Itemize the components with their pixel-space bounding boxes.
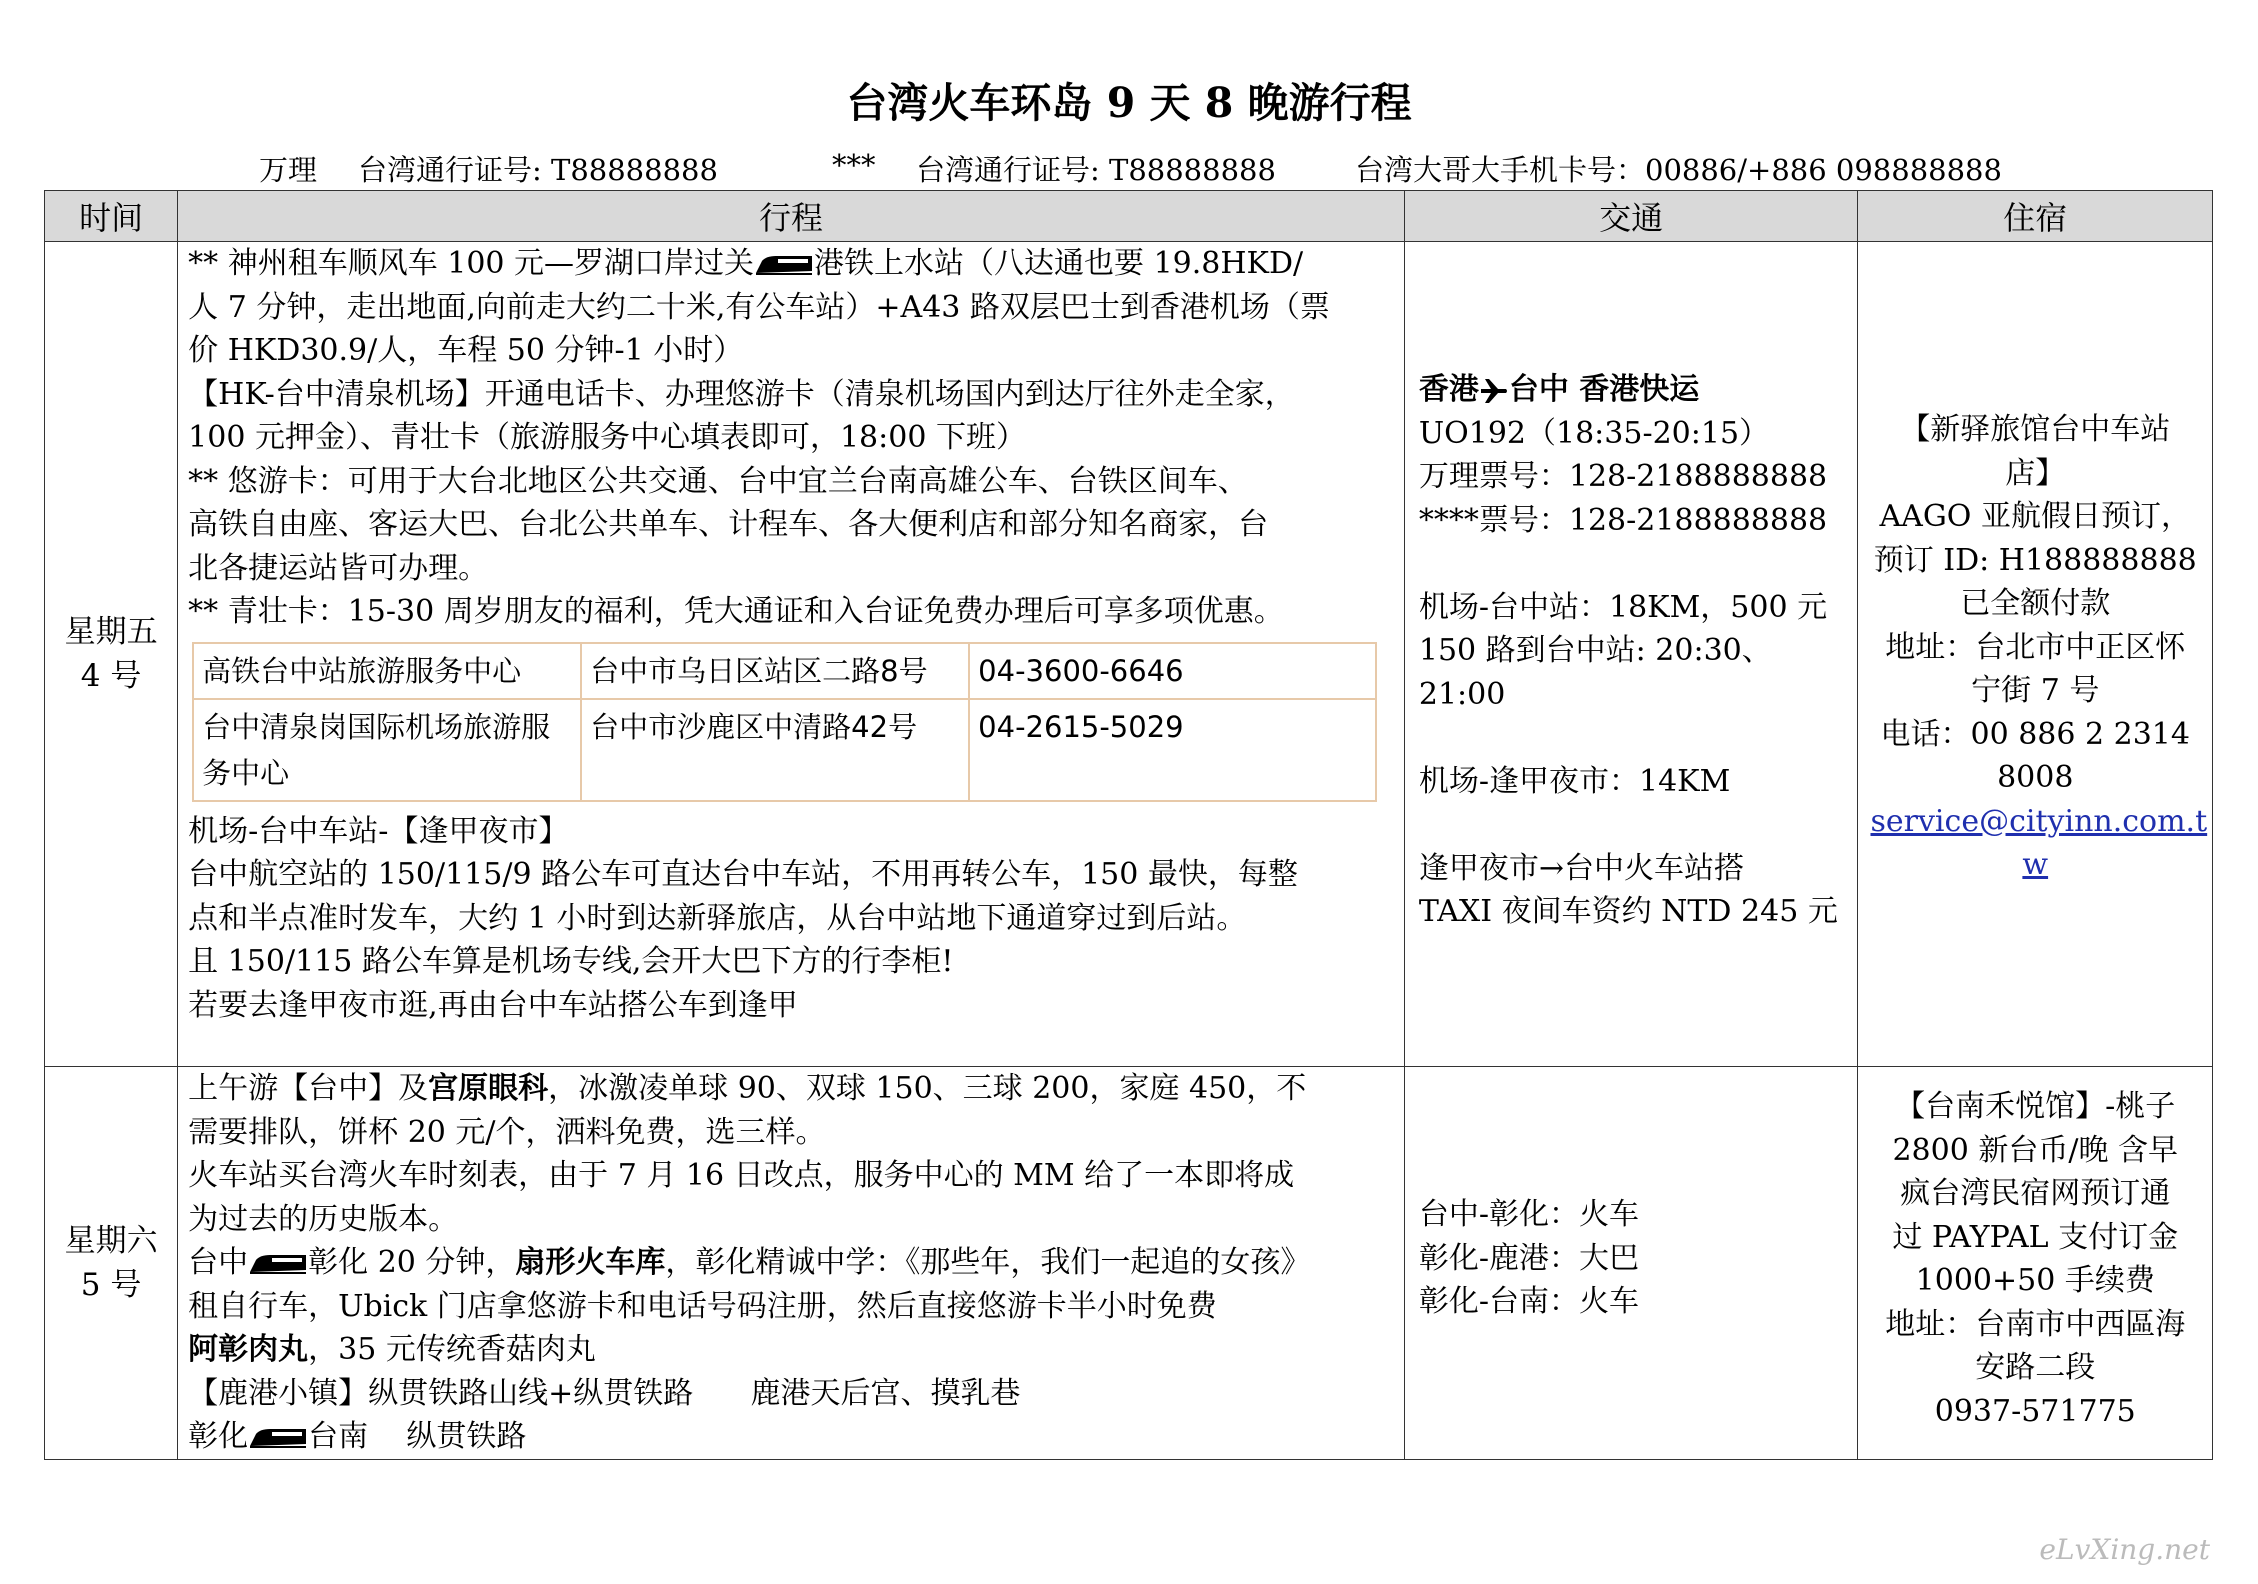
itinerary-text: 高铁自由座、客运大巴、台北公共单车、计程车、各大便利店和部分知名商家，台: [188, 507, 1269, 542]
itinerary-text: 点和半点准时发车，大约 1 小时到达新驿旅店，从台中站地下通道穿过到后站。: [188, 900, 1247, 936]
center-address: 台中市沙鹿区中清路42号: [581, 699, 969, 801]
itinerary-text: 彰化 20 分钟，: [308, 1245, 516, 1280]
flight-number: UO192（18:35-20:15）: [1418, 415, 1770, 451]
itinerary-text: 火车站买台湾火车时刻表，由于 7 月 16 日改点，服务中心的 MM 给了一本即将成: [188, 1158, 1295, 1193]
airplane-icon: [1479, 378, 1509, 404]
place-name: 阿彰肉丸: [188, 1332, 309, 1367]
ticket-number: ****票号：128-2188888888: [1418, 502, 1828, 538]
itinerary-text: 【HK-台中清泉机场】开通电话卡、办理悠游卡（清泉机场国内到达厅往外走全家，: [188, 376, 1295, 412]
table-row: [193, 699, 1376, 801]
day-cell: [45, 242, 178, 1067]
lodging-text: 电话：00 886 2 2314: [1880, 716, 2190, 752]
itinerary-text: 港铁上水站（八达通也要 19.8HKD/: [814, 246, 1304, 281]
lodging-text: 【台南禾悦馆】-桃子: [1895, 1089, 2176, 1124]
itinerary-text: 机场-台中车站-【逢甲夜市】: [188, 813, 569, 849]
center-address: 台中市乌日区站区二路8号: [581, 643, 969, 699]
lodging-text: 安路二段: [1975, 1350, 2096, 1385]
table-row: [193, 643, 1376, 699]
train-icon: [754, 253, 814, 277]
date: 5 号: [80, 1266, 142, 1303]
itinerary-text: 台中航空站的 150/115/9 路公车可直达台中车站，不用再转公车，150 最快，每整: [188, 857, 1298, 892]
train-icon: [248, 1252, 308, 1276]
email-link[interactable]: service@cityinn.com.t: [1870, 803, 2208, 839]
flight-to: 台中 香港快运: [1508, 372, 1700, 407]
place-name: 扇形火车库: [515, 1245, 666, 1280]
header-time: 时间: [45, 191, 178, 242]
lodging-text: 2800 新台币/晚 含早: [1892, 1132, 2178, 1168]
email-link[interactable]: w: [2022, 847, 2049, 882]
itinerary-text: 100 元押金）、青壮卡（旅游服务中心填表即可，18:00 下班）: [188, 420, 1026, 455]
center-phone: 04-3600-6646: [969, 643, 1376, 699]
itinerary-text: ** 神州租车顺风车 100 元—罗湖口岸过关: [188, 246, 755, 281]
lodging-cell: [1858, 1067, 2213, 1460]
lodging-text: 8008: [1997, 760, 2074, 795]
lodging-text: AAGO 亚航假日预订，: [1879, 499, 2191, 534]
itinerary-cell: [178, 1067, 1405, 1460]
itinerary-text: 租自行车，Ubick 门店拿悠游卡和电话号码注册，然后直接悠游卡半小时免费: [188, 1288, 1217, 1324]
itinerary-text: ** 青壮卡：15-30 周岁朋友的福利，凭大通证和入台证免费办理后可享多项优惠。: [188, 594, 1284, 629]
transport-text: 机场-逢甲夜市：14KM: [1418, 763, 1731, 799]
itinerary-text: 北各捷运站皆可办理。: [188, 550, 489, 586]
lodging-text: 宁街 7 号: [1971, 673, 2100, 708]
flight-from: 香港: [1418, 372, 1479, 407]
itinerary-text: 价 HKD30.9/人，车程 50 分钟-1 小时）: [188, 333, 744, 368]
header-itinerary: 行程: [178, 191, 1405, 242]
itinerary-text: ，35 元传统香菇肉丸: [308, 1332, 596, 1367]
transport-text: 150 路到台中站: 20:30、21:00: [1418, 633, 1772, 712]
itinerary-text: 台中: [188, 1245, 249, 1280]
lodging-text: 已全额付款: [1960, 586, 2111, 621]
ticket-number: 万理票号：128-2188888888: [1418, 459, 1828, 494]
itinerary-text: 彰化: [188, 1419, 249, 1454]
itinerary-text: 人 7 分钟，走出地面,向前走大约二十米,有公车站）+A43 路双层巴士到香港机场（票: [188, 289, 1330, 325]
place-name: 宫原眼科: [428, 1071, 549, 1106]
itinerary-text: ** 悠游卡：可用于大台北地区公共交通、台中宜兰台南高雄公车、台铁区间车、: [188, 463, 1248, 499]
itinerary-text: 上午游【台中】及: [188, 1071, 429, 1106]
weekday: 星期六: [64, 1222, 158, 1259]
passenger-1-permit: 台湾通行证号: T88888888: [358, 153, 718, 187]
itinerary-text: 台南 纵贯铁路: [308, 1419, 527, 1454]
transport-text: 机场-台中站：18KM，500 元: [1418, 589, 1828, 625]
watermark: eLvXing.net: [2039, 1533, 2210, 1566]
itinerary-table: [44, 190, 2213, 1460]
itinerary-text: 为过去的历史版本。: [188, 1201, 459, 1237]
lodging-text: 疯台湾民宿网预订通: [1900, 1176, 2171, 1211]
transport-cell: [1404, 242, 1858, 1067]
lodging-text: 过 PAYPAL 支付订金: [1892, 1219, 2179, 1255]
passenger-2-permit: 台湾通行证号: T88888888: [916, 153, 1276, 187]
day-cell: [45, 1067, 178, 1460]
itinerary-text: 且 150/115 路公车算是机场专线,会开大巴下方的行李柜!: [188, 944, 954, 979]
lodging-text: 1000+50 手续费: [1915, 1263, 2155, 1298]
lodging-text: 地址：台南市中西區海: [1885, 1306, 2186, 1342]
lodging-text: 地址：台北市中正区怀: [1885, 629, 2186, 665]
service-center-table: [192, 642, 1377, 802]
center-phone: 04-2615-5029: [969, 699, 1376, 801]
lodging-text: 【新驿旅馆台中车站: [1900, 412, 2171, 447]
transport-text: 台中-彰化：火车: [1418, 1197, 1639, 1232]
phone-number: 台湾大哥大手机卡号：00886/+886 098888888: [1355, 153, 2002, 187]
itinerary-cell: [178, 242, 1405, 1067]
page-title: 台湾火车环岛 9 天 8 晚游行程: [846, 79, 1412, 127]
table-row: [45, 1067, 2213, 1460]
itinerary-text: ，彰化精诚中学：《那些年，我们一起追的女孩》: [665, 1245, 1311, 1280]
itinerary-text: 需要排队，饼杯 20 元/个，洒料免费，选三样。: [188, 1114, 826, 1150]
date: 4 号: [80, 658, 142, 694]
passenger-1-name: 万理: [259, 153, 318, 187]
header-transport: 交通: [1404, 191, 1858, 242]
center-name: 台中清泉岗国际机场旅游服务中心: [193, 699, 581, 801]
transport-cell: [1404, 1067, 1858, 1460]
passenger-2-name: ***: [832, 148, 876, 182]
lodging-cell: [1858, 242, 2213, 1067]
transport-text: 彰化-鹿港：大巴: [1418, 1240, 1639, 1276]
center-name: 高铁台中站旅游服务中心: [193, 643, 581, 699]
transport-text: TAXI 夜间车资约 NTD 245 元: [1418, 894, 1838, 929]
weekday: 星期五: [64, 614, 158, 650]
lodging-text: 店】: [2005, 455, 2066, 491]
itinerary-text: 若要去逢甲夜市逛,再由台中车站搭公车到逢甲: [188, 987, 798, 1023]
train-icon: [248, 1426, 308, 1450]
transport-text: 彰化-台南：火车: [1418, 1284, 1639, 1319]
header-lodging: 住宿: [1858, 191, 2213, 242]
header-row: [45, 191, 2213, 242]
transport-text: 逢甲夜市→台中火车站搭: [1418, 850, 1744, 886]
lodging-text: 0937-571775: [1934, 1393, 2136, 1429]
itinerary-text: 【鹿港小镇】纵贯铁路山线+纵贯铁路 鹿港天后宫、摸乳巷: [188, 1375, 1021, 1411]
itinerary-text: ，冰激凌单球 90、双球 150、三球 200，家庭 450，不: [548, 1071, 1307, 1106]
lodging-text: 预订 ID: H188888888: [1873, 542, 2197, 578]
table-row: [45, 242, 2213, 1067]
